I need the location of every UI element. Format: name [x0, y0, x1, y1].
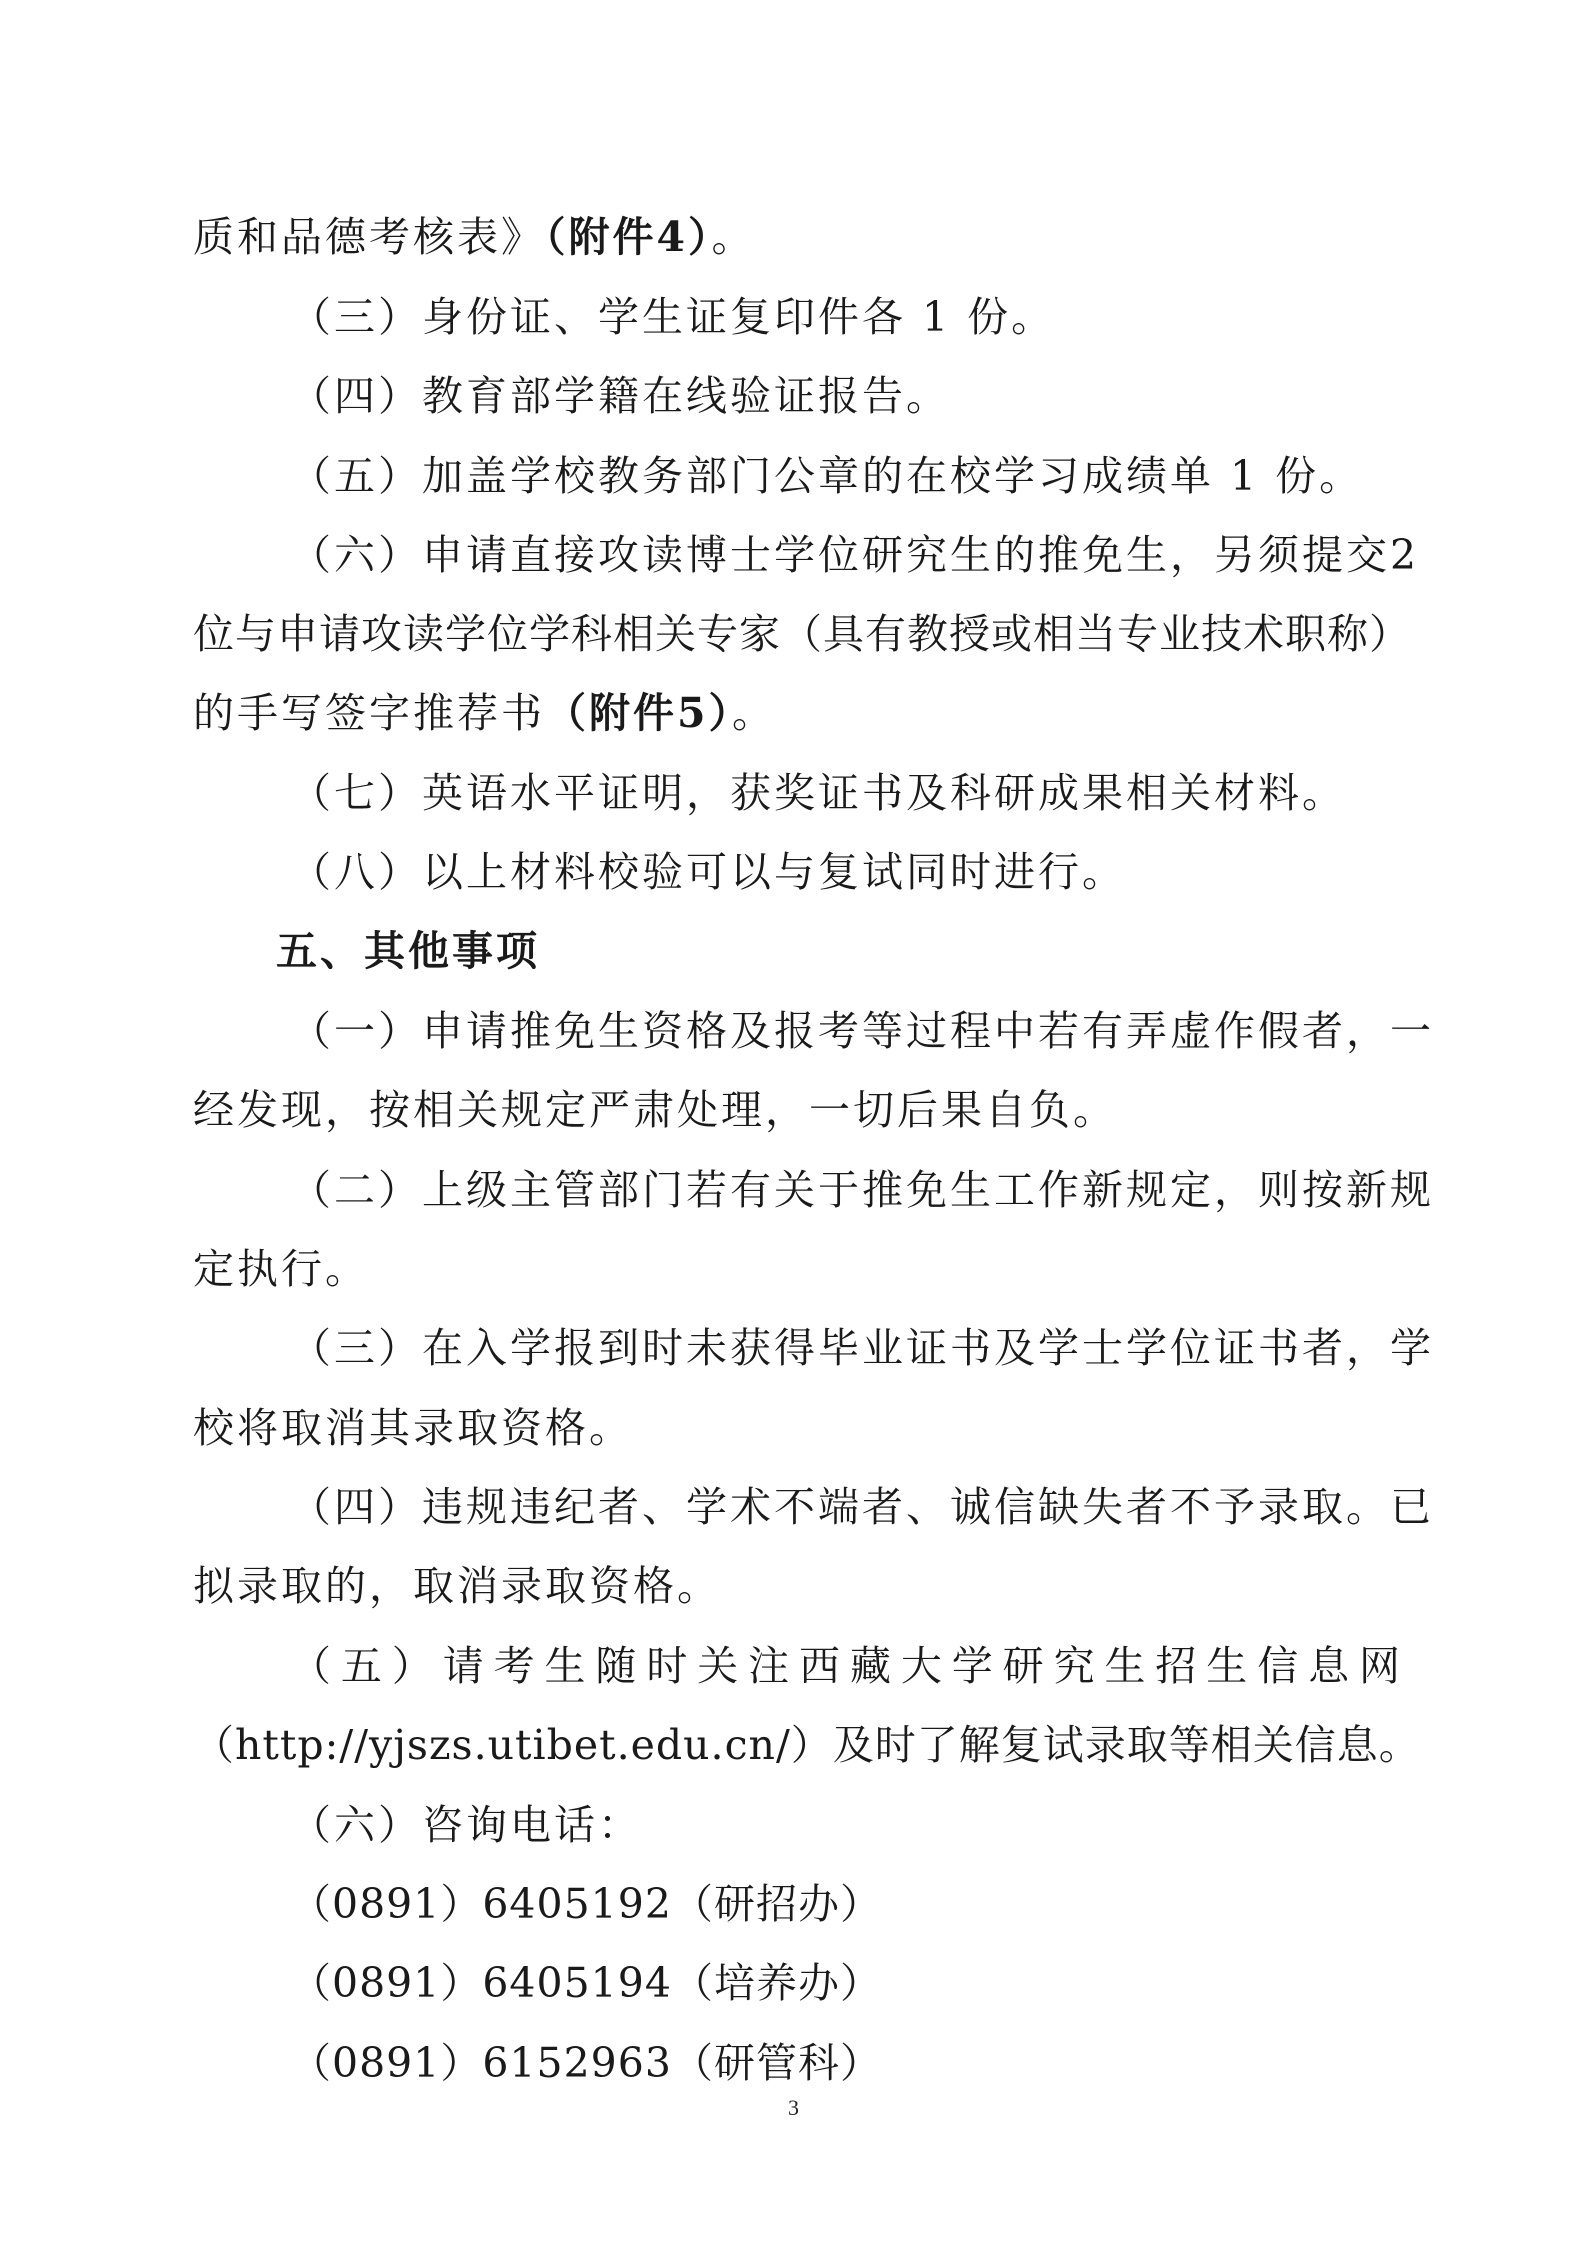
matter-5-url-line: （http://yjszs.utibet.edu.cn/）及时了解复试录取等相关信息。 [193, 1721, 1421, 1769]
item-3-id-copies: （三）身份证、学生证复印件各 1 份。 [290, 293, 1056, 341]
matter-2-continuation: 定执行。 [193, 1245, 369, 1293]
item-6-phd-recommendation: （六）申请直接攻读博士学位研究生的推免生，另须提交2 [290, 531, 1420, 579]
matter-4-continuation: 拟录取的，取消录取资格。 [193, 1562, 721, 1610]
matter-2-new-rules: （二）上级主管部门若有关于推免生工作新规定，则按新规 [290, 1166, 1434, 1214]
matter-5-website: （五）请考生随时关注西藏大学研究生招生信息网 [290, 1642, 1403, 1690]
matter-3-degree-certificate: （三）在入学报到时未获得毕业证书及学士学位证书者，学 [290, 1324, 1434, 1372]
section-heading-other-matters: 五、其他事项 [276, 927, 540, 975]
text-fragment: 。 [711, 213, 756, 261]
matter-4-misconduct: （四）违规违纪者、学术不端者、诚信缺失者不予录取。已 [290, 1483, 1434, 1531]
matter-1-fraud: （一）申请推免生资格及报考等过程中若有弄虚作假者，一 [290, 1007, 1434, 1055]
item-8-verification: （八）以上材料校验可以与复试同时进行。 [290, 848, 1126, 896]
item-6-attachment-5-line [193, 683, 1403, 743]
page-number: 3 [788, 2095, 799, 2120]
item-7-english-proof: （七）英语水平证明，获奖证书及科研成果相关材料。 [290, 769, 1346, 817]
item-4-enrollment-report: （四）教育部学籍在线验证报告。 [290, 372, 950, 420]
text-fragment: 的手写签字推荐书 [193, 689, 545, 737]
attachment-4-ref: （附件4） [545, 213, 712, 261]
phone-management-section: （0891）6152963（研管科） [290, 2039, 882, 2087]
continuation-line-attachment-4 [193, 207, 1403, 267]
text-fragment: 。 [732, 689, 777, 737]
matter-6-contact-label: （六）咨询电话： [290, 1801, 642, 1849]
phone-admissions-office: （0891）6405192（研招办） [290, 1880, 882, 1928]
text-fragment: 质和品德考核表》 [193, 213, 545, 261]
item-6-continuation: 位与申请攻读学位学科相关专家（具有教授或相当专业技术职称） [193, 610, 1411, 658]
matter-3-continuation: 校将取消其录取资格。 [193, 1404, 633, 1452]
phone-training-office: （0891）6405194（培养办） [290, 1959, 882, 2007]
item-5-transcript: （五）加盖学校教务部门公章的在校学习成绩单 1 份。 [290, 452, 1364, 500]
attachment-5-ref: （附件5） [545, 689, 733, 737]
matter-1-continuation: 经发现，按相关规定严肃处理，一切后果自负。 [193, 1086, 1117, 1134]
